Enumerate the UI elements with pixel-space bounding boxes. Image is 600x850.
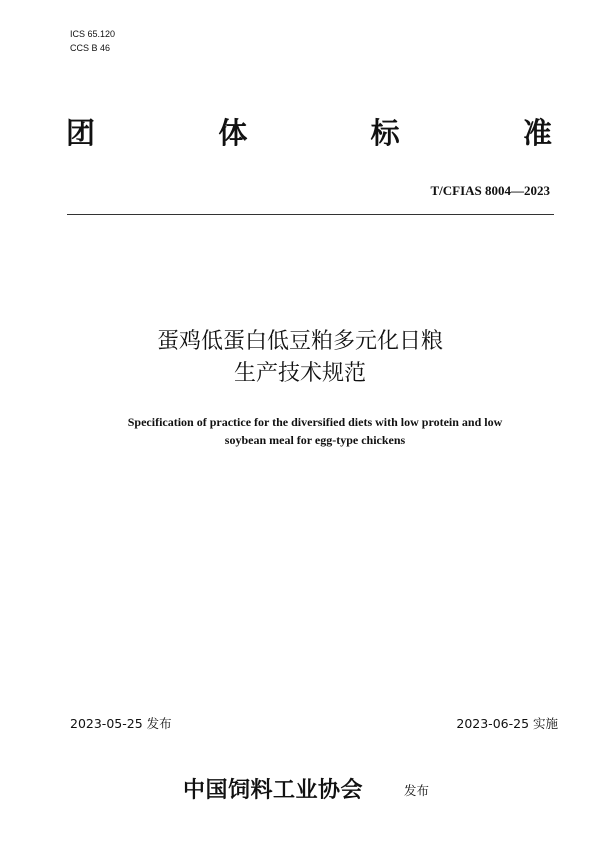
chinese-title-line: 生产技术规范	[233, 361, 366, 386]
english-title	[80, 413, 550, 449]
chinese-title-line: 蛋鸡低蛋白低豆粕多元化日粮	[156, 329, 443, 354]
publish-label: 发布	[404, 783, 430, 798]
standard-type-heading	[66, 114, 552, 152]
english-title-line: soybean meal for egg-type chickens	[224, 433, 406, 447]
effective-date: 2023-06-25 实施	[456, 716, 558, 731]
standard-type-char: 准	[522, 116, 552, 150]
header-divider	[67, 214, 554, 215]
standard-number: T/CFIAS 8004—2023	[430, 183, 550, 198]
issue-date: 2023-05-25 发布	[70, 716, 172, 731]
standard-type-char: 体	[218, 116, 248, 150]
publisher-name: 中国饲料工业协会	[183, 777, 364, 803]
standard-type-char: 标	[370, 116, 400, 150]
standard-type-char: 团	[66, 116, 96, 150]
english-title-line: Specification of practice for the diversified diets with low protein and low	[127, 415, 503, 429]
chinese-title	[0, 326, 600, 390]
ccs-code: CCS B 46	[70, 43, 111, 53]
classification-codes	[70, 27, 115, 55]
ics-code: ICS 65.120	[70, 29, 116, 39]
